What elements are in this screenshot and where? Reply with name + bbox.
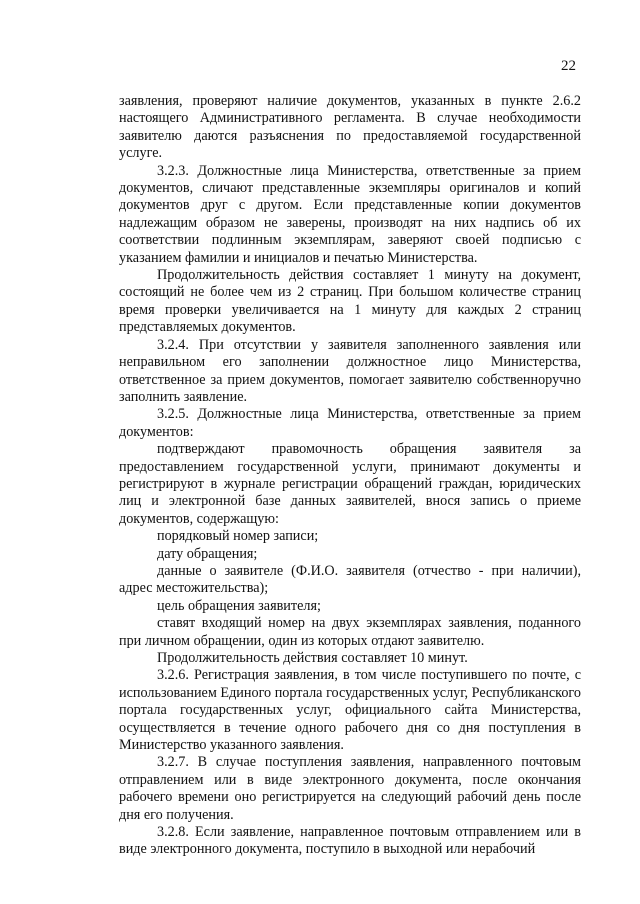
page-number: 22 bbox=[561, 58, 576, 74]
paragraph-3-2-5: 3.2.5. Должностные лица Министерства, ответственные за прием документов: bbox=[119, 406, 581, 440]
paragraph-3-2-4: 3.2.4. При отсутствии у заявителя заполненного заявления или неправильном его заполнении должностное лицо Министерства, ответственное за прием документов, помогает заявителю собственноручно заполнить заявление. bbox=[119, 336, 581, 405]
paragraph-3-2-8: 3.2.8. Если заявление, направленное почтовым отправлением или в виде электронного документа, поступило в выходной или нерабочий bbox=[119, 824, 581, 858]
paragraph-incoming-number: ставят входящий номер на двух экземплярах заявления, поданного при личном обращении, один из которых отдают заявителю. bbox=[119, 615, 581, 649]
paragraph-duration-2: Продолжительность действия составляет 10 минут. bbox=[157, 650, 468, 666]
paragraph-3-2-3: 3.2.3. Должностные лица Министерства, ответственные за прием документов, сличают представленные экземпляры оригиналов и копий документов друг с другом. Если представленные копии документов надлежащим образом не заверены, производят на них надпись об их соответствии подлинным экземплярам, заверяют своей подписью с указанием фамилии и инициалов и печатью Министерства. bbox=[119, 162, 581, 266]
paragraph-confirm: подтверждают правомочность обращения заявителя за предоставлением государственной услуги, принимают документы и регистрируют в журнале регистрации обращений граждан, юридических лиц и электронной базе данных заявителей, внося запись о приеме документов, содержащую: bbox=[119, 441, 581, 527]
paragraph-continuation: заявления, проверяют наличие документов, указанных в пункте 2.6.2 настоящего Административного регламента. В случае необходимости заявителю даются разъяснения по предоставляемой государственной услуге. bbox=[119, 93, 581, 162]
document-body bbox=[119, 93, 581, 859]
list-item-record-number: порядковый номер записи; bbox=[157, 528, 319, 545]
list-item-date: дату обращения; bbox=[157, 545, 258, 562]
paragraph-3-2-6: 3.2.6. Регистрация заявления, в том числе поступившего по почте, с использованием Единого портала государственных услуг, Республиканского портала государственных услуг, официального сайта Министерства, осуществляется в течение одного рабочего дня со дня поступления в Министерство указанного заявления. bbox=[119, 667, 581, 754]
paragraph-3-2-7: 3.2.7. В случае поступления заявления, направленного почтовым отправлением или в виде электронного документа, после окончания рабочего времени оно регистрируется на следующий рабочий день после дня его получения. bbox=[119, 754, 581, 823]
list-item-applicant-data: данные о заявителе (Ф.И.О. заявителя (отчество - при наличии), адрес местожительства); bbox=[119, 562, 581, 597]
paragraph-duration-1: Продолжительность действия составляет 1 минуту на документ, состоящий не более чем из 2 страниц. При большом количестве страниц время проверки увеличивается на 1 минуту для каждых 2 страниц представляемых документов. bbox=[119, 267, 581, 336]
list-item-purpose: цель обращения заявителя; bbox=[157, 597, 321, 614]
